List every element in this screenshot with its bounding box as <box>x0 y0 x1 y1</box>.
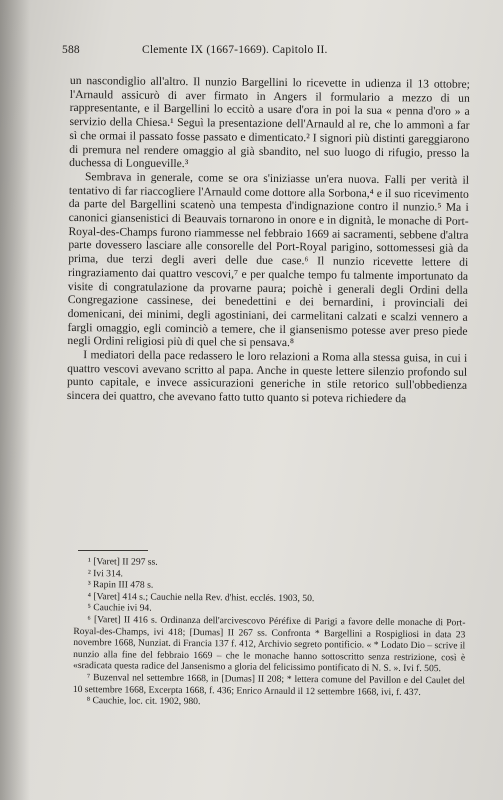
footnote: ⁴ [Varet] 414 s.; Cauchie nella Rev. d'hist. ecclés. 1903, 50. <box>87 590 315 604</box>
running-head: Clemente IX (1667-1669). Capitolo II. <box>142 44 328 56</box>
paragraph: Sembrava in generale, come se ora s'iniziasse un'era nuova. Falli per verità il tentativo di far riaccogliere l'Arnauld come dottore alla Sorbona,⁴ e il suo ricevimento da parte del Bargellini scatenò una tempesta d'indignazione contro il nunzio.⁵ Ma i canonici giansenistici di Beauvais tornarono in onore e in dignità, le monache di Port-Royal-des-Champs furono riammesse nel febbraio 1669 ai sacramenti, sebbene d'altra parte dovessero lasciare alle consorelle del Port-Royal parigino, sottomessesi già da prima, due terzi degli averi delle due case.⁶ Il nunzio ricevette lettere di ringraziamento dai quattro vescovi,⁷ e per qualche tempo fu talmente importunato da visite di congratulazione da provarne paura; poichè i generali degli Ordini della Congregazione cassinese, dei benedettini e dei bernardini, i provinciali dei domenicani, dei minimi, degli agostiniani, dei carmelitani calzati e scalzi vennero a fargli omaggio, egli cominciò a temere, che il giansenismo potesse aver preso piede negli Ordini religiosi più di quel che si pensava.⁸ <box>67 170 470 350</box>
footnote: ⁸ Cauchie, loc. cit. 1902, 980. <box>86 695 201 708</box>
page-number: 588 <box>62 44 80 56</box>
paragraph: I mediatori della pace redassero le loro relazioni a Roma alla stessa guisa, in cui i quattro vescovi avevano scritto al papa. Anche in queste lettere silenzio profondo sul punto capitale, e invece assicurazioni generiche in stile retorico sull'obbedienza sincera dei quattro, che avevano fatto tutto quanto si poteva richiedere da <box>66 348 468 406</box>
footnotes <box>73 556 466 710</box>
footnote: ⁵ Cauchie ivi 94. <box>87 602 152 615</box>
paragraph: un nascondiglio all'altro. Il nunzio Bargellini lo ricevette in udienza il 13 ottobre; l'Arnauld assicurò di aver firmato in Angers il formulario a mezzo di un rappresentante, e il Bargellini lo eccitò a usare d'ora in poi la sua « penna d'oro » a servizio della Chiesa.¹ Seguì la presentazione dell'Arnauld al re, che lo ammonì a far sì che ormai il passato fosse passato e dimenticato.² I signori più distinti gareggiarono di premura nel rendere omaggio al già sbandito, nel suo luogo di rifugio, presso la duchessa di Longueville.³ <box>69 74 470 171</box>
footnote: ³ Rapin III 478 s. <box>87 579 154 591</box>
main-text <box>67 74 470 407</box>
footnote: ² Ivi 314. <box>87 567 124 580</box>
footnote-divider <box>78 550 148 551</box>
binding-shadow <box>0 0 30 800</box>
footnote: ⁶ [Varet] II 416 s. Ordinanza dell'arcivescovo Péréfixe di Parigi a favore delle monache di Port-Royal-des-Champs, ivi 418; [Dumas] II 267 ss. Confronta * Bargellini a Rospigliosi in data 23 novembre 1668, Nunziat. di Francia 137 f. 412, Archivio segreto pontificio. « * Lodato Dio – scrive il nunzio alla fine del febbraio 1669 – che le monache hanno sottoscritto senza restrizione, così è «sradicata questa radice del Jansenismo a gloria del felicissimo pontificato di N. S. ». Ivi f. 505. <box>72 614 466 675</box>
footnote: ⁷ Buzenval nel settembre 1668, in [Dumas] II 208; * lettera comune del Pavillon e del Caulet del 10 settembre 1668, Excerpta 1668, f. 436; Enrico Arnauld il 12 settembre 1668, ivi, f. 437. <box>72 672 465 698</box>
footnote: ¹ [Varet] II 297 ss. <box>87 556 158 568</box>
page-header <box>62 44 469 62</box>
